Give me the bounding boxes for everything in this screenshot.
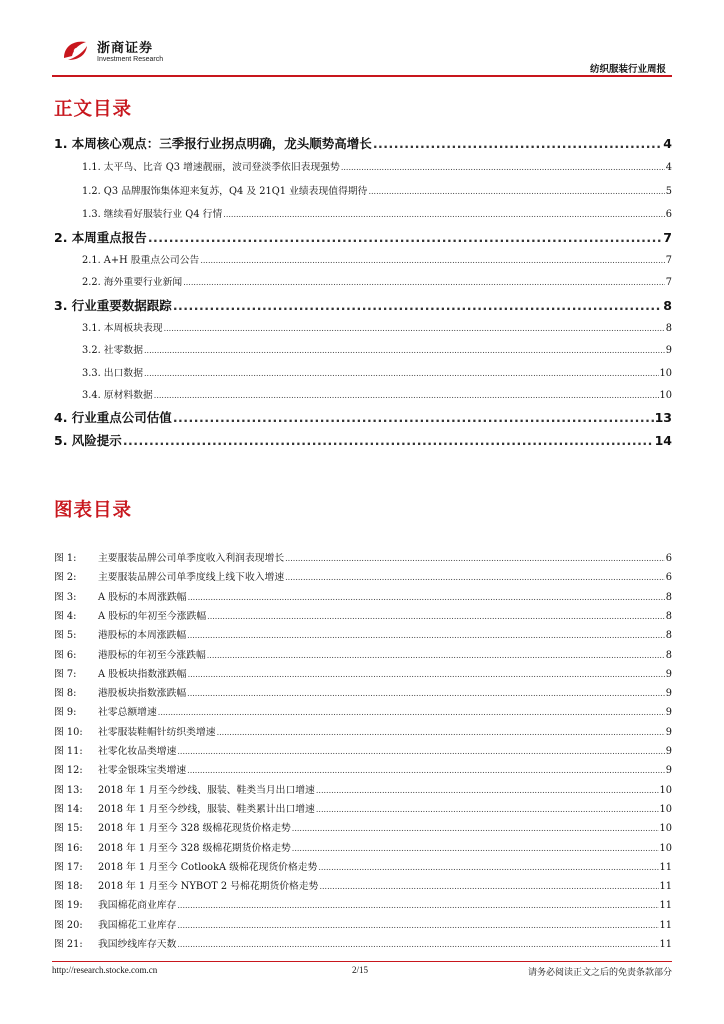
figure-label: 2018 年 1 月至今 NYBOT 2 号棉花期货价格走势 <box>98 881 319 893</box>
figure-page: 8 <box>665 610 672 622</box>
figure-page: 9 <box>665 765 672 777</box>
figure-number: 图 10: <box>54 726 83 738</box>
leader-dots <box>217 728 665 737</box>
leader-dots <box>173 298 662 313</box>
toc-title: 正文目录 <box>54 99 133 120</box>
figure-label: 港股板块指数涨跌幅 <box>98 688 187 700</box>
report-category: 纺织服装行业周报 <box>589 64 666 75</box>
figure-entry-text <box>54 550 284 564</box>
figure-entry-text <box>54 724 216 738</box>
leader-dots <box>341 163 665 172</box>
figure-number: 图 19: <box>54 900 83 912</box>
figure-page: 9 <box>665 746 672 757</box>
figure-entry[interactable] <box>54 801 672 815</box>
figure-entry[interactable] <box>54 897 672 911</box>
leader-dots <box>183 278 665 287</box>
toc-entry[interactable] <box>54 134 672 152</box>
figure-entry-text <box>54 608 206 622</box>
leader-dots <box>177 921 658 930</box>
toc-entry-label: 2.2. 海外重要行业新闻 <box>82 277 183 288</box>
toc-entry-page: 4 <box>663 136 672 151</box>
toc-entry-label: 1.3. 继续看好服装行业 Q4 行情 <box>82 209 223 220</box>
toc-entry-label: 3.4. 原材料数据 <box>82 390 153 401</box>
leader-dots <box>154 391 659 400</box>
leader-dots <box>292 844 659 853</box>
footer-url-link[interactable]: http://research.stocke.com.cn <box>52 965 158 975</box>
figure-page: 11 <box>659 881 672 893</box>
toc-entry[interactable] <box>54 408 672 426</box>
figure-label: 港股标的本周涨跌幅 <box>98 630 187 642</box>
figure-number: 图 20: <box>54 919 83 931</box>
figure-entry-text <box>54 897 176 911</box>
leader-dots <box>318 863 658 872</box>
figure-entry[interactable] <box>54 685 672 699</box>
figure-page: 11 <box>659 919 672 931</box>
toc-entry-page: 10 <box>659 390 672 401</box>
toc-entry[interactable] <box>82 342 672 356</box>
figure-label: 2018 年 1 月至今纱线、服装、鞋类当月出口增速 <box>98 784 315 796</box>
toc-entry-label: 1. 本周核心观点：三季报行业拐点明确，龙头顺势高增长 <box>54 136 372 151</box>
figure-entry-text <box>54 878 318 892</box>
toc-entry-label: 3.1. 本周板块表现 <box>82 323 163 334</box>
page-header <box>0 0 724 80</box>
footer-divider <box>52 961 672 962</box>
toc-entry[interactable] <box>82 387 672 401</box>
toc-entry-label: 1.2. Q3 品牌服饰集体迎来复苏，Q4 及 21Q1 业绩表现值得期待 <box>82 186 368 197</box>
figure-page: 9 <box>665 668 672 680</box>
toc-entry-label: 2. 本周重点报告 <box>54 230 147 245</box>
leader-dots <box>144 346 665 355</box>
figure-entry[interactable] <box>54 666 672 680</box>
leader-dots <box>158 708 665 717</box>
figure-label: 我国棉花工业库存 <box>98 919 177 931</box>
figure-label: 主要服装品牌公司单季度收入利润表现增长 <box>98 553 285 564</box>
toc-entry-page: 8 <box>663 298 672 313</box>
leader-dots <box>285 554 665 563</box>
figure-label: A 股标的本周涨跌幅 <box>98 591 187 603</box>
disclaimer-note: 请务必阅读正文之后的免责条款部分 <box>527 968 672 978</box>
toc-entry-label: 5. 风险提示 <box>54 433 122 448</box>
leader-dots <box>373 136 662 151</box>
leader-dots <box>177 747 664 756</box>
figure-number: 图 11: <box>54 746 83 757</box>
figure-number: 图 16: <box>54 842 83 854</box>
figure-number: 图 9: <box>54 707 77 719</box>
toc-entry[interactable] <box>82 274 672 288</box>
figure-entry[interactable] <box>54 608 672 622</box>
leader-dots <box>200 256 664 265</box>
figure-entry[interactable] <box>54 743 672 757</box>
figure-entry-text <box>54 569 284 583</box>
figure-page: 8 <box>665 591 672 603</box>
figure-page: 9 <box>665 726 672 738</box>
logo-chinese-name: 浙商证券 <box>97 41 154 56</box>
figure-entry[interactable] <box>54 569 672 583</box>
toc-entry[interactable] <box>54 228 672 246</box>
figure-number: 图 13: <box>54 784 83 796</box>
figure-entry[interactable] <box>54 782 672 796</box>
toc-entry-label: 3.2. 社零数据 <box>82 345 143 356</box>
leader-dots <box>187 631 665 640</box>
figure-number: 图 17: <box>54 861 83 873</box>
figure-entry[interactable] <box>54 647 672 661</box>
figure-entry[interactable] <box>54 550 672 564</box>
figure-number: 图 6: <box>54 649 77 661</box>
figure-number: 图 14: <box>54 803 83 815</box>
page-number: 2/15 <box>352 965 369 975</box>
figure-page: 8 <box>665 649 672 661</box>
toc-entry-label: 3.3. 出口数据 <box>82 368 143 379</box>
toc-entry-page: 5 <box>665 186 672 197</box>
company-logo-icon <box>60 38 90 62</box>
leader-dots <box>187 766 665 775</box>
leader-dots <box>368 187 664 196</box>
figure-number: 图 1: <box>54 553 77 564</box>
figure-entry-text <box>54 782 315 796</box>
leader-dots <box>123 433 654 448</box>
figure-number: 图 4: <box>54 610 77 622</box>
figure-label: 2018 年 1 月至今 328 级棉花期货价格走势 <box>98 842 291 854</box>
header-divider <box>52 75 672 77</box>
toc-entry[interactable] <box>82 183 672 197</box>
figure-entry-text <box>54 762 186 776</box>
toc-entry[interactable] <box>82 320 672 334</box>
figure-number: 图 5: <box>54 630 77 642</box>
toc-entry[interactable] <box>54 296 672 314</box>
figure-page: 11 <box>659 939 672 950</box>
toc-entry-label: 2.1. A+H 股重点公司公告 <box>82 255 200 266</box>
figure-page: 9 <box>665 707 672 719</box>
leader-dots <box>177 901 658 910</box>
toc-entry[interactable] <box>82 159 672 173</box>
figure-label: 社零化妆品类增速 <box>98 746 177 757</box>
toc-entry-label: 4. 行业重点公司估值 <box>54 410 172 425</box>
toc-entry-page: 8 <box>665 323 672 334</box>
leader-dots <box>144 369 659 378</box>
toc-entry-page: 13 <box>654 410 672 425</box>
figure-entry[interactable] <box>54 820 672 834</box>
toc-entry-page: 9 <box>665 345 672 356</box>
figure-label: 2018 年 1 月至今纱线，服装、鞋类累计出口增速 <box>98 803 315 815</box>
figure-number: 图 2: <box>54 572 77 584</box>
figure-entry[interactable] <box>54 936 672 950</box>
toc-entry-page: 7 <box>663 230 672 245</box>
figure-number: 图 21: <box>54 939 83 950</box>
figure-number: 图 7: <box>54 668 77 680</box>
leader-dots <box>164 324 665 333</box>
toc-entry-label: 3. 行业重要数据跟踪 <box>54 298 172 313</box>
figure-entry[interactable] <box>54 589 672 603</box>
leader-dots <box>316 786 659 795</box>
figure-page: 6 <box>665 553 672 564</box>
leader-dots <box>188 670 665 679</box>
figure-label: 2018 年 1 月至今 CotlookA 级棉花现货价格走势 <box>98 861 318 873</box>
figure-label: 社零总额增速 <box>98 707 157 719</box>
toc-entry-page: 7 <box>665 277 672 288</box>
figure-page: 10 <box>659 823 672 835</box>
figure-entry-text <box>54 936 176 950</box>
leader-dots <box>207 612 665 621</box>
figure-entry[interactable] <box>54 704 672 718</box>
figure-label: 社零金银珠宝类增速 <box>98 765 187 777</box>
figure-entry-text <box>54 820 291 834</box>
figure-entry-text <box>54 685 186 699</box>
leader-dots <box>177 940 658 949</box>
figure-page: 11 <box>659 900 672 912</box>
toc-entry-page: 10 <box>659 368 672 379</box>
figure-page: 10 <box>659 842 672 854</box>
leader-dots <box>319 882 658 891</box>
leader-dots <box>285 573 665 582</box>
figure-label: 港股标的年初至今涨跌幅 <box>98 649 206 661</box>
figure-entry[interactable] <box>54 878 672 892</box>
figure-entry-text <box>54 743 176 757</box>
leader-dots <box>223 210 664 219</box>
figure-entry-text <box>54 840 291 854</box>
figure-entry[interactable] <box>54 859 672 873</box>
figure-entry-text <box>54 801 315 815</box>
figure-label: 我国棉花商业库存 <box>98 900 177 912</box>
figure-entry[interactable] <box>54 840 672 854</box>
figure-label: 主要服装品牌公司单季度线上线下收入增速 <box>98 572 285 584</box>
figure-entry-text <box>54 666 187 680</box>
figure-entry[interactable] <box>54 917 672 931</box>
figure-number: 图 15: <box>54 823 83 835</box>
leader-dots <box>292 824 659 833</box>
figure-label: 2018 年 1 月至今 328 级棉花现货价格走势 <box>98 823 291 835</box>
toc-entry-page: 6 <box>665 209 672 220</box>
figure-page: 9 <box>665 688 672 700</box>
figure-number: 图 18: <box>54 881 83 893</box>
leader-dots <box>207 651 665 660</box>
figure-entry-text <box>54 589 187 603</box>
figure-label: A 股标的年初至今涨跌幅 <box>98 610 207 622</box>
figure-entry[interactable] <box>54 724 672 738</box>
leader-dots <box>316 805 659 814</box>
toc-entry[interactable] <box>82 252 672 266</box>
figure-number: 图 12: <box>54 765 83 777</box>
toc-entry[interactable] <box>54 431 672 449</box>
leader-dots <box>187 689 665 698</box>
figure-page: 8 <box>665 630 672 642</box>
figure-entry-text <box>54 647 206 661</box>
figure-entry[interactable] <box>54 627 672 641</box>
figure-page: 10 <box>659 784 672 796</box>
figures-title: 图表目录 <box>54 500 133 521</box>
leader-dots <box>148 230 662 245</box>
toc-entry-page: 4 <box>665 162 672 173</box>
figure-label: 社零服装鞋帽针纺织类增速 <box>98 726 216 738</box>
figure-entry-text <box>54 704 157 718</box>
toc-entry-page: 7 <box>665 255 672 266</box>
figure-label: A 股板块指数涨跌幅 <box>98 668 187 680</box>
figure-entry[interactable] <box>54 762 672 776</box>
toc-entry-label: 1.1. 太平鸟、比音 Q3 增速靓丽，波司登淡季依旧表现强势 <box>82 162 340 173</box>
leader-dots <box>188 593 665 602</box>
figure-number: 图 8: <box>54 688 77 700</box>
figure-page: 11 <box>659 861 672 873</box>
toc-entry[interactable] <box>82 206 672 220</box>
figure-page: 10 <box>659 803 672 815</box>
figure-entry-text <box>54 859 317 873</box>
figure-number: 图 3: <box>54 591 77 603</box>
leader-dots <box>173 410 654 425</box>
toc-entry[interactable] <box>82 365 672 379</box>
figure-entry-text <box>54 627 186 641</box>
figure-label: 我国纱线库存天数 <box>98 939 177 950</box>
figure-page: 6 <box>665 572 672 584</box>
toc-entry-page: 14 <box>654 433 672 448</box>
figure-entry-text <box>54 917 176 931</box>
logo-english-name: Investment Research <box>97 56 164 63</box>
